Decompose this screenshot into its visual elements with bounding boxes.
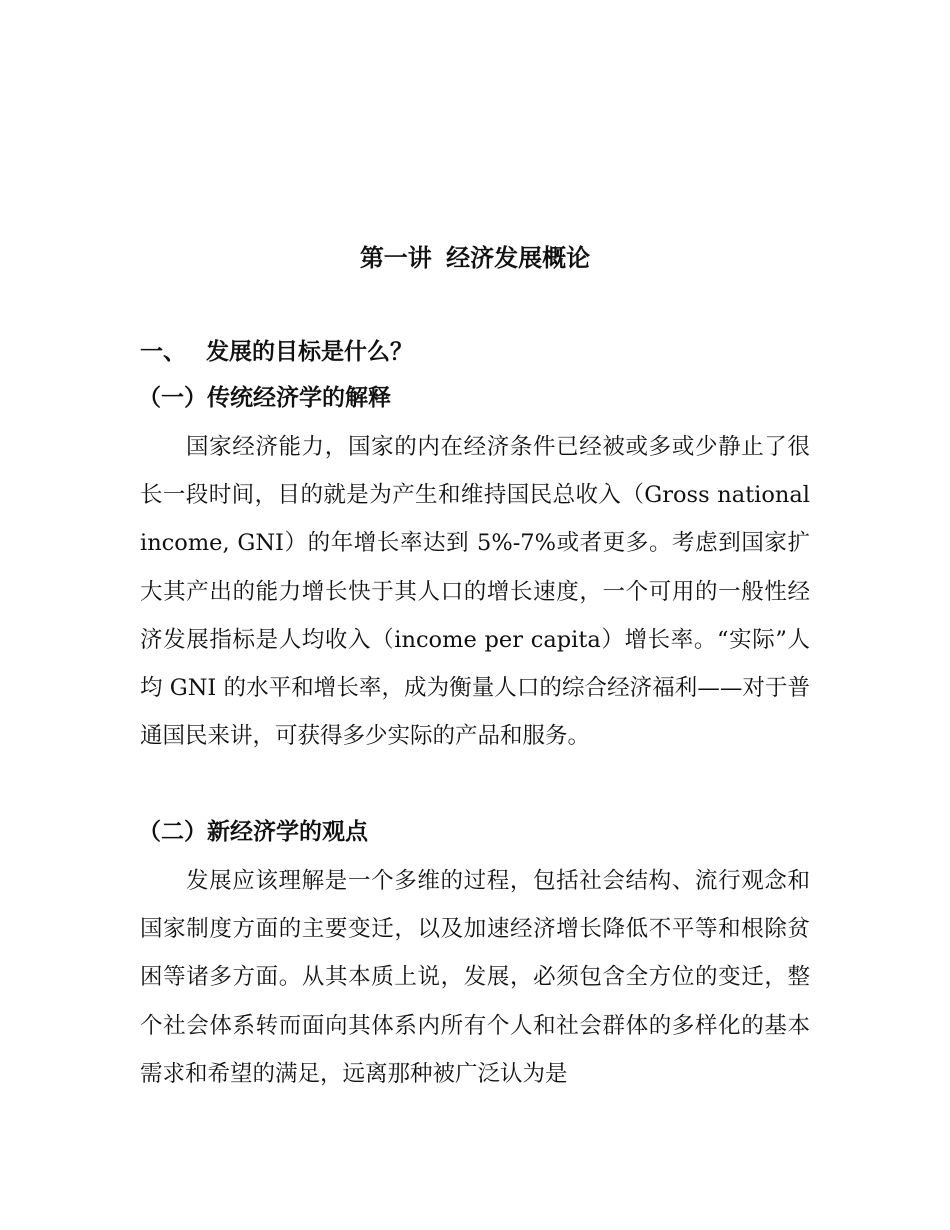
subsection-heading-2: （二）新经济学的观点 — [138, 818, 368, 845]
page-title: 第一讲 经济发展概论 — [359, 243, 591, 272]
paragraph-new-economics: 发展应该理解是一个多维的过程，包括社会结构、流行观念和国家制度方面的主要变迁，以及加速经济增长降低不平等和根除贫困等诸多方面。从其本质上说，发展，必须包含全方位的变迁，整个社会体系转而面向其体系内所有个人和社会群体的多样化的基本需求和希望的满足，远离那种被广泛认为是 — [140, 868, 810, 1087]
paragraph-traditional-economics: 国家经济能力，国家的内在经济条件已经被或多或少静止了很长一段时间，目的就是为产生和维持国民总收入（Gross national income, GNI）的年增长率达到 5%-7%或者更多。考虑到国家扩大其产出的能力增长快于其人口的增长速度，一个可用的一般性经济发展指标是人均收入（income per capita）增长率。“实际”人均 GNI 的水平和增长率，成为衡量人口的综合经济福利——对于普通国民来讲，可获得多少实际的产品和服务。 — [140, 434, 810, 750]
section-number: 一、 — [140, 338, 186, 365]
section-heading-text: 发展的目标是什么？ — [206, 338, 413, 365]
subsection-heading-1: （一）传统经济学的解释 — [138, 384, 391, 411]
section-heading-1 — [140, 330, 413, 374]
